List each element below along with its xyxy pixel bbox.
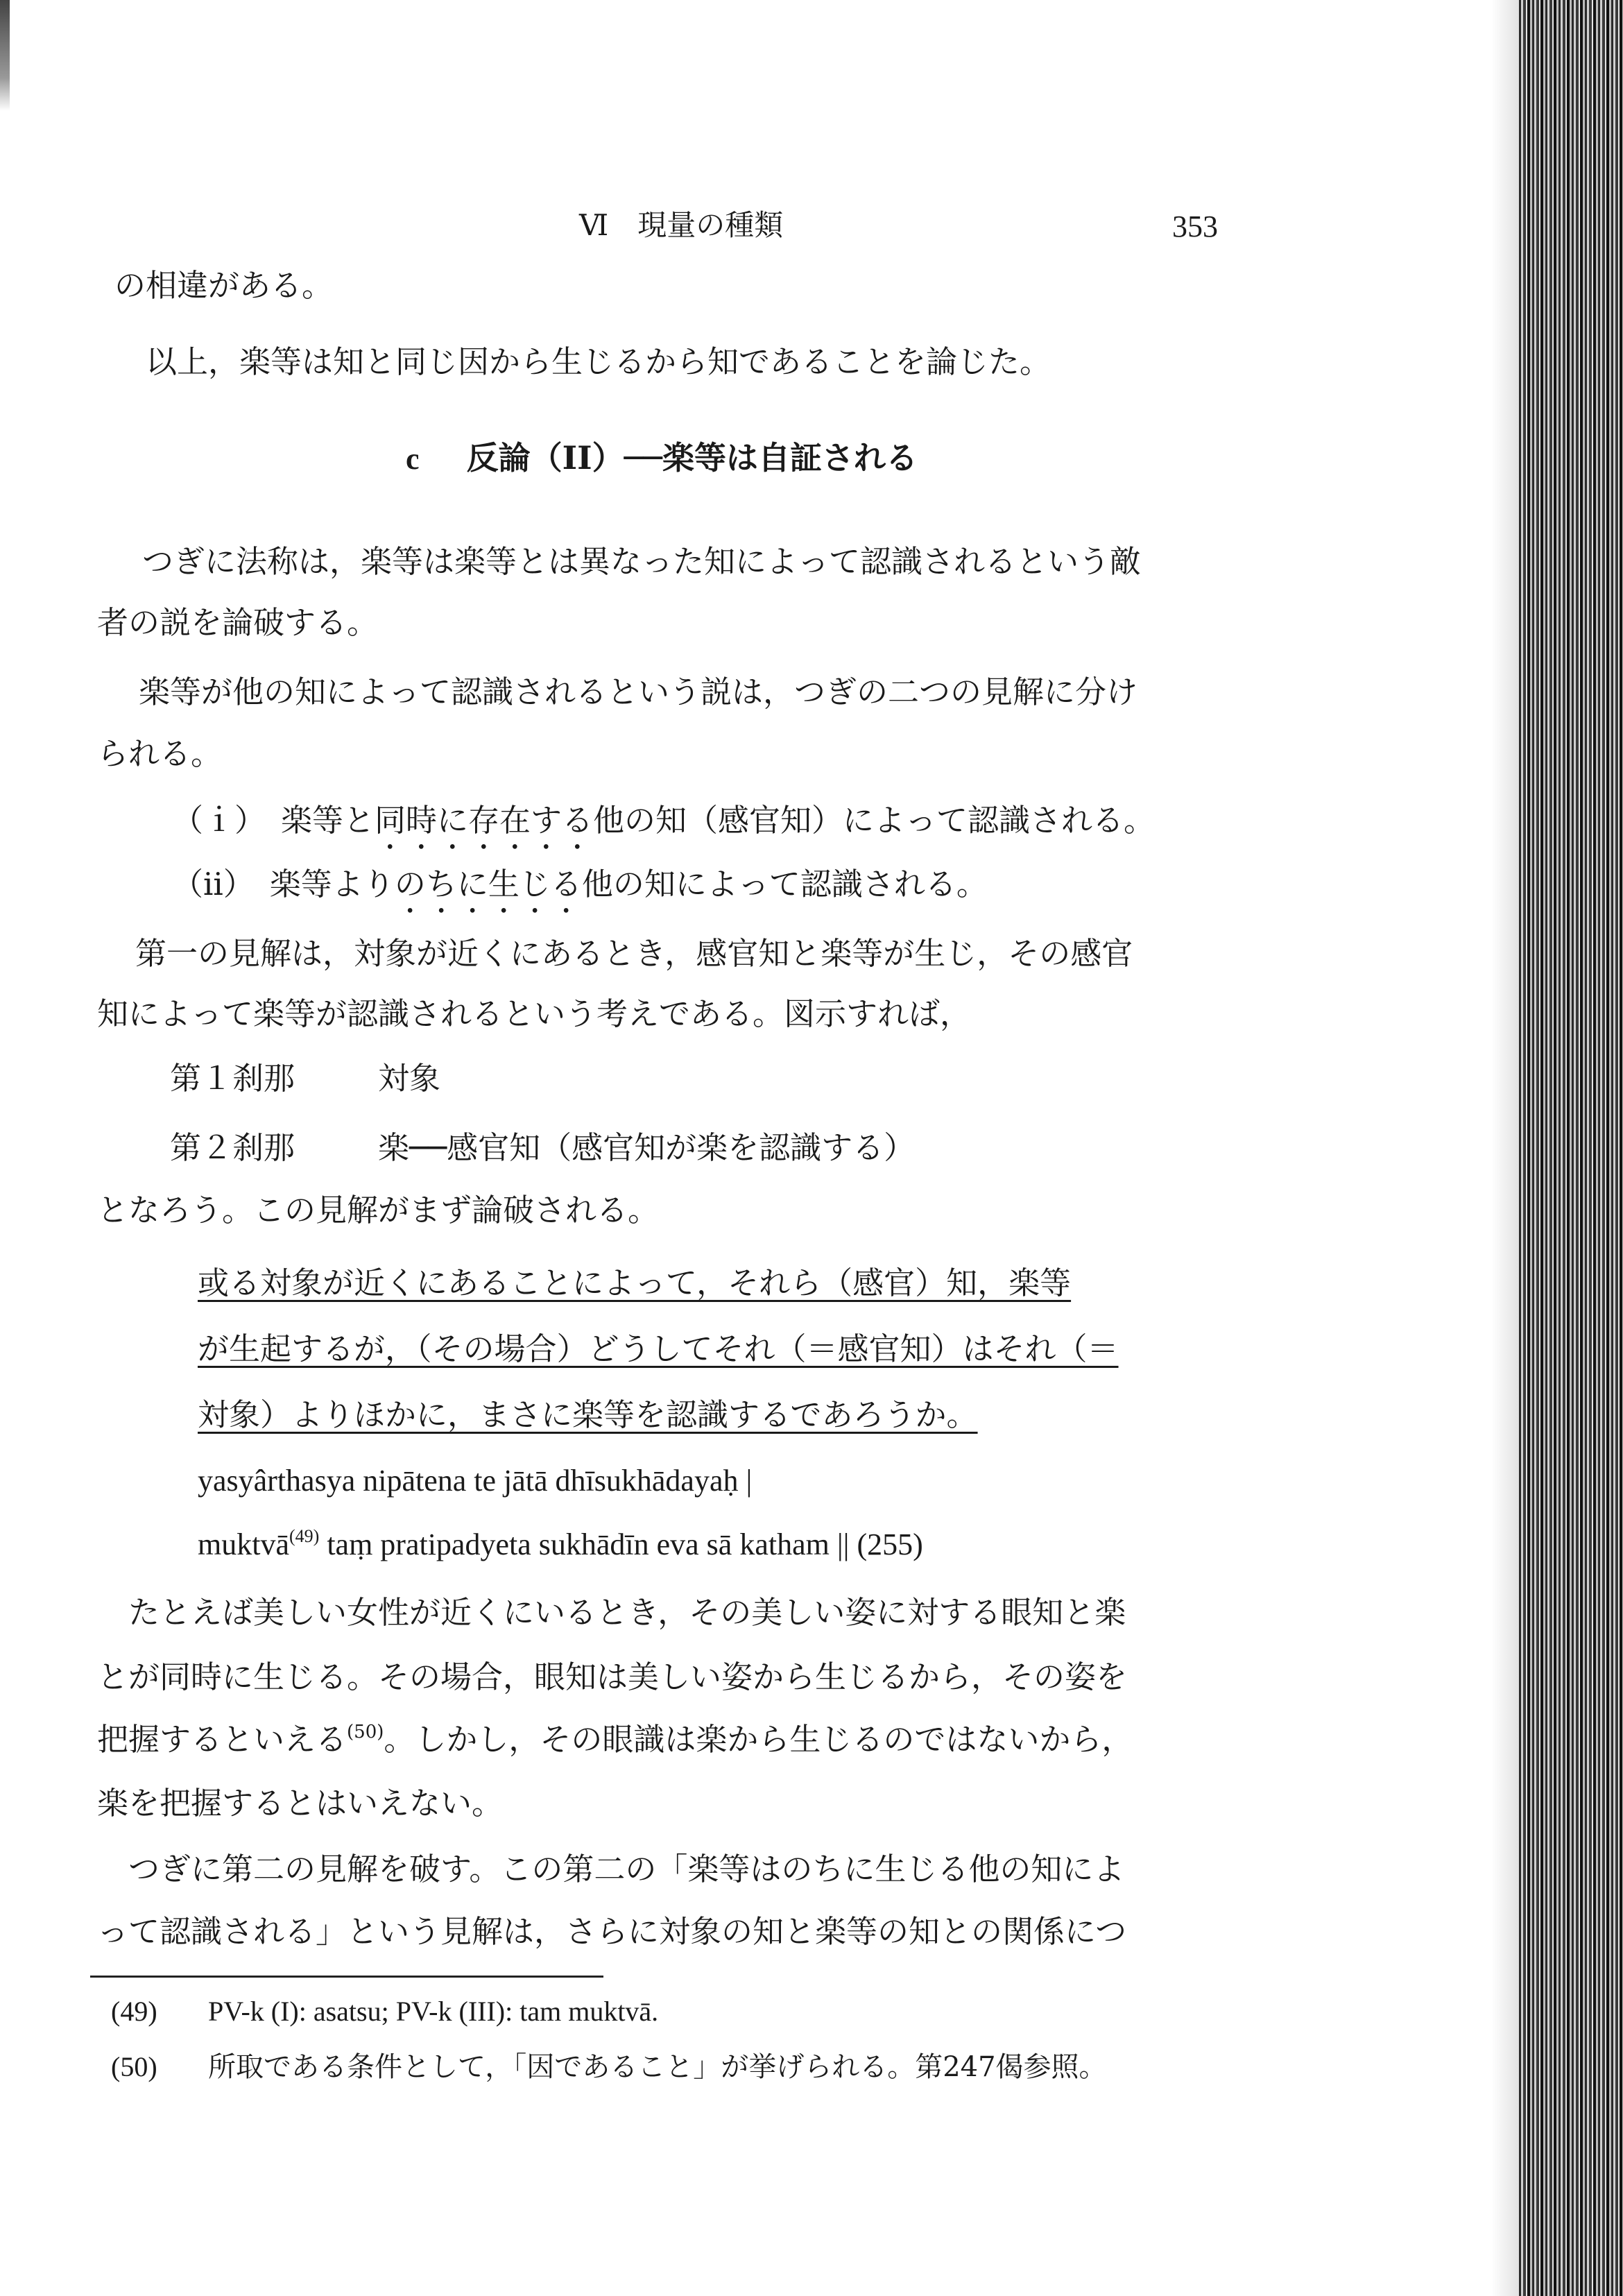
running-header: Ⅵ 現量の種類 bbox=[579, 208, 784, 242]
text-span: 楽等より bbox=[269, 866, 395, 902]
text-span: muktvā bbox=[198, 1527, 289, 1561]
sanskrit-verse-line bbox=[198, 1524, 923, 1566]
text-line: つぎに第二の見解を破す。この第二の「楽等はのちに生じる他の知によ bbox=[128, 1851, 1125, 1887]
footnote-ref: (50) bbox=[347, 1722, 384, 1742]
text-line: 第一の見解は，対象が近くにあるとき，感官知と楽等が生じ，その感官 bbox=[135, 935, 1133, 972]
footnote-text: PV-k (I): asatsu; PV-k (III): tam muktvā. bbox=[208, 1996, 659, 2027]
text-line: たとえば美しい女性が近くにいるとき，その美しい姿に対する眼知と楽 bbox=[128, 1594, 1126, 1631]
quote-line: が生起するが，（その場合）どうしてそれ（＝感官知）はそれ（＝ bbox=[198, 1330, 1119, 1367]
text-line: とが同時に生じる。その場合，眼知は美しい姿から生じるから，その姿を bbox=[97, 1659, 1128, 1695]
text-line: の相違がある。 bbox=[114, 267, 334, 304]
footnote-number: (49) bbox=[111, 1996, 157, 2027]
section-title: 反論（II）──楽等は自証される bbox=[466, 439, 918, 477]
diagram-moment-label: 第２刹那 bbox=[170, 1129, 295, 1166]
text-span: taṃ pratipadyeta sukhādīn eva sā katham || (255) bbox=[319, 1527, 923, 1561]
text-line: 者の説を論破する。 bbox=[97, 604, 379, 641]
text-line: られる。 bbox=[97, 735, 223, 772]
text-span: 楽等と bbox=[281, 802, 375, 839]
text-span: 。しかし，その眼識は楽から生じるのではないから， bbox=[384, 1721, 1133, 1758]
page-corner-shadow bbox=[0, 0, 10, 111]
diagram-moment-content: 楽──感官知（感官知が楽を認識する） bbox=[378, 1129, 916, 1166]
text-span: 他の知によって認識される。 bbox=[581, 866, 988, 902]
emphasis-text: のちに生じる bbox=[394, 866, 582, 902]
footnote-number: (50) bbox=[111, 2051, 157, 2082]
book-spine-edge bbox=[1519, 0, 1623, 2296]
diagram-moment-content: 対象 bbox=[378, 1060, 441, 1097]
footnote-divider bbox=[90, 1976, 603, 1978]
diagram-moment-label: 第１刹那 bbox=[170, 1060, 295, 1097]
list-item-i bbox=[172, 800, 1155, 857]
sanskrit-verse-line: yasyârthasya nipātena te jātā dhīsukhādayaḥ | bbox=[198, 1464, 753, 1498]
quote-line: 対象）よりほかに，まさに楽等を認識するであろうか。 bbox=[198, 1396, 978, 1433]
emphasis-text: 同時に存在する bbox=[375, 802, 594, 839]
text-span: 把握するといえる bbox=[97, 1721, 347, 1758]
list-number: （ｉ） bbox=[172, 802, 266, 839]
footnote-text: 所取である条件として，「因であること」が挙げられる。第247偈参照。 bbox=[208, 2051, 1107, 2083]
text-line: となろう。この見解がまず論破される。 bbox=[97, 1192, 660, 1228]
text-line bbox=[97, 1719, 1133, 1760]
page-number: 353 bbox=[1172, 209, 1218, 243]
text-span: 他の知（感官知）によって認識される。 bbox=[593, 802, 1156, 839]
section-letter: c bbox=[406, 442, 420, 476]
text-line: 知によって楽等が認識されるという考えである。図示すれば， bbox=[97, 995, 972, 1032]
section-heading bbox=[406, 437, 918, 480]
text-line: 楽を把握するとはいえない。 bbox=[97, 1785, 504, 1822]
quote-line: 或る対象が近くにあることによって，それら（感官）知，楽等 bbox=[198, 1265, 1072, 1301]
text-line: つぎに法称は，楽等は楽等とは異なった知によって認識されるという敵 bbox=[142, 543, 1142, 580]
text-line: 以上，楽等は知と同じ因から生じるから知であることを論じた。 bbox=[146, 343, 1051, 380]
footnote-ref: (49) bbox=[289, 1526, 320, 1546]
text-line: 楽等が他の知によって認識されるという説は，つぎの二つの見解に分け bbox=[139, 674, 1138, 710]
text-line: って認識される」という見解は，さらに対象の知と楽等の知との関係につ bbox=[97, 1913, 1127, 1950]
list-item-ii bbox=[172, 864, 988, 920]
list-number: （ii） bbox=[172, 866, 255, 902]
